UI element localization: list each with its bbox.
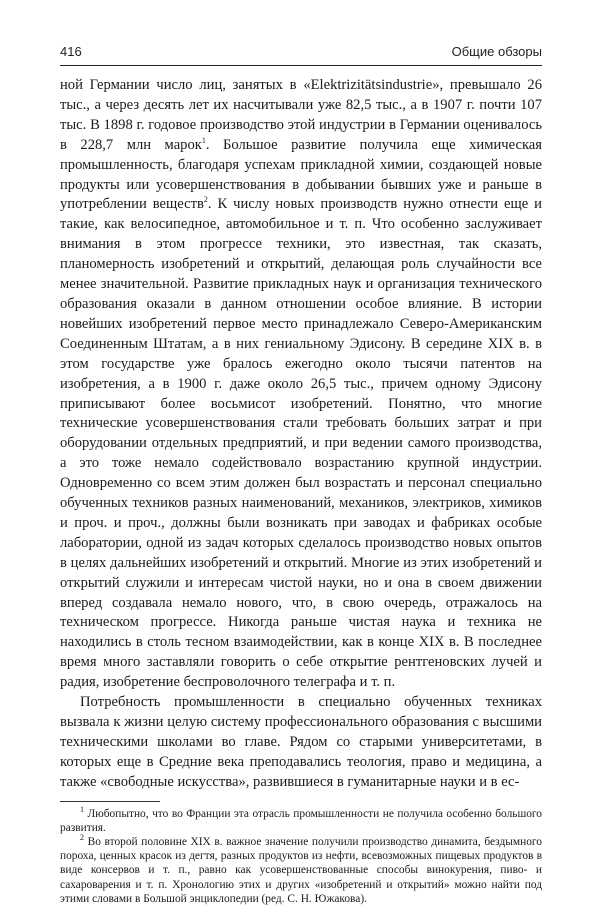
footnote-2 (60, 835, 542, 906)
footnotes (60, 804, 542, 906)
main-text (60, 76, 542, 793)
book-page (60, 44, 542, 906)
footnote-ref-1: 1 (201, 135, 206, 145)
paragraph-1 (60, 76, 542, 693)
paragraph-1-part-a: ной Германии число лиц, занятых в «Elektrizitätsindustrie», превышало 26 тыс., а через десять лет их насчитывали уже 82,5 тыс., а в 1907 г. почти 107 тыс. В 1898 г. годовое производство этой индустрии в Германии оценивалось в 228,7 млн марок (60, 77, 542, 153)
footnote-ref-2: 2 (203, 195, 208, 205)
footnote-2-text: Во второй половине XIX в. важное значение получили производство динамита, бездымного пороха, ценных красок из дегтя, разных продуктов из нефти, всевозможных пищевых продуктов в виде консервов и т. п., равно как усовершенствованные способы винокурения, пиво- и сахароварения и т. п. Хронологию этих и других «изобретений и открытий» можно найти под этими словами в Большой энциклопедии (ред. С. Н. Южакова). (60, 836, 542, 905)
footnote-divider (60, 801, 160, 802)
page-number: 416 (60, 44, 82, 59)
footnote-mark-2: 2 (80, 833, 84, 843)
footnote-1-text: Любопытно, что во Франции эта отрасль промышленности не получила особенно большого развития. (60, 807, 542, 834)
running-header (60, 44, 542, 66)
running-title: Общие обзоры (451, 44, 542, 59)
paragraph-1-part-c: . К числу новых производств нужно отнести еще и такие, как велосипедное, автомобильное и т. п. Что особенно заслуживает внимания в этом прогрессе техники, это известная, так сказать, планомерность изобретений и открытий, делающая роль случайности все менее значительной. Развитие прикладных наук и организация технического образования оказали в данном отношении особое влияние. В истории новейших изобретений первое место принадлежало Северо-Американским Соединенным Штатам, а в них гениальному Эдисону. В середине XIX в. в этом государстве уже бралось ежегодно около тысячи патентов на изобретения, а в 1900 г. даже около 26,5 тыс., причем одному Эдисону приписывают более восьмисот изобретений. Понятно, что многие технические усовершенствования стали требовать больших затрат и при оборудовании отдельных предприятий, и при ведении самого производства, а это тоже немало содействовало возрастанию крупной индустрии. Одновременно со всем этим должен был возрастать и персонал специально обученных техников разных наименований, механиков, электриков, химиков и проч. и проч., должны были возникать при заводах и фабриках особые лаборатории, одной из задач которых сделалось производство новых опытов в целях дальнейших изобретений и открытий. Многие из этих изобретений и открытий служили и интересам чистой науки, но и она в своем движении вперед создавала немало нового, что, в свою очередь, отражалось на техническом прогрессе. Никогда раньше чистая наука и техника не находились в столь тесном взаимодействии, как в конце XIX в. В последнее время много заставляли говорить о себе открытие рентгеновских лучей и радия, изобретение беспроволочного телеграфа и т. п. (60, 196, 542, 691)
footnote-mark-1: 1 (80, 804, 84, 814)
paragraph-1-part-b: . Большое развитие получила еще химическая промышленность, благодаря успехам прикладной химии, создающей новые продукты или усовершенствования в добывании бывших уже и раньше в употреблении веществ (60, 136, 542, 213)
paragraph-2: Потребность промышленности в специально обученных техниках вызвала к жизни целую систему профессионального образования с высшими техническими школами во главе. Рядом со старыми университетами, в которых еще в Средние века преподавались теология, право и медицина, а также «свободные искусства», развившиеся в гуманитарные науки и в ес- (60, 694, 542, 790)
footnote-1 (60, 804, 542, 835)
